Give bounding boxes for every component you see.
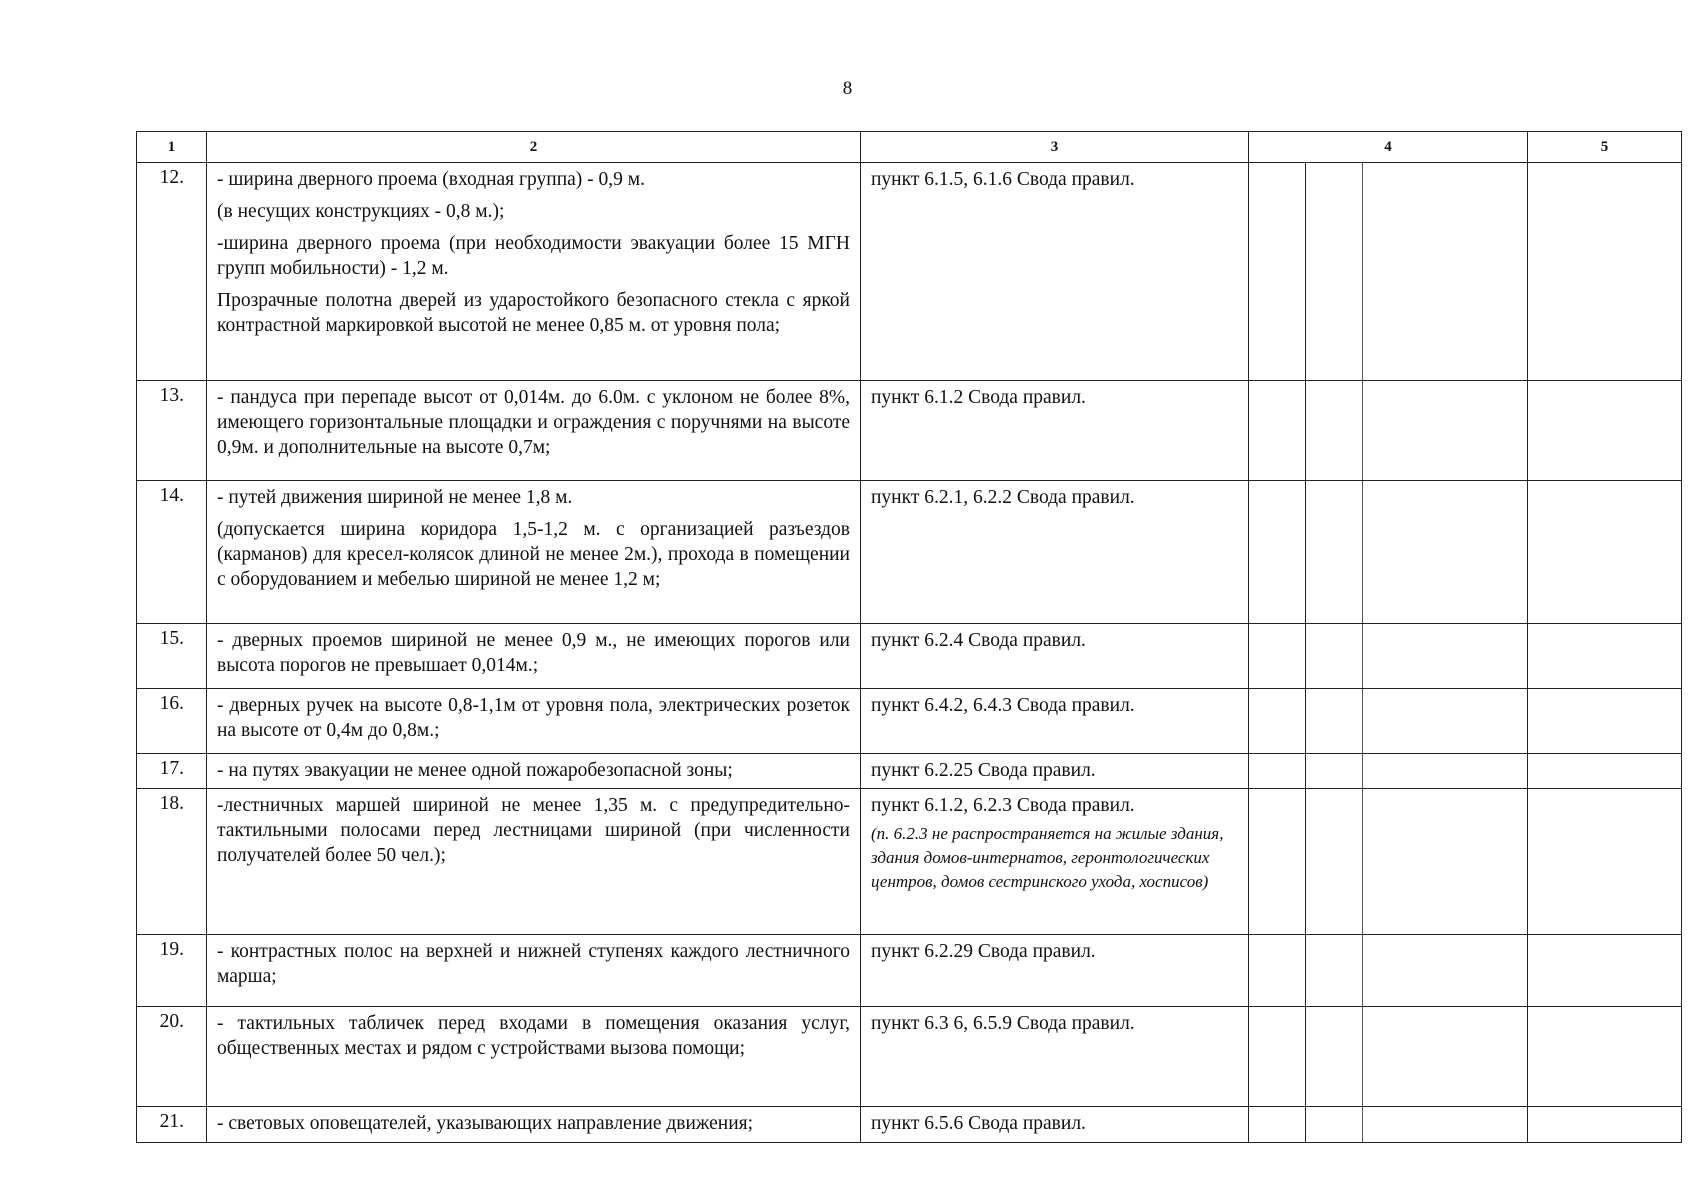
row-number: 14. <box>137 481 207 624</box>
reference-text: пункт 6.1.5, 6.1.6 Свода правил. <box>871 169 1135 190</box>
table-row <box>137 481 1682 624</box>
header-col-3: 3 <box>861 132 1249 163</box>
header-col-2: 2 <box>207 132 861 163</box>
reference-cell <box>861 163 1249 381</box>
reference-cell <box>861 935 1249 1007</box>
table-row <box>137 624 1682 689</box>
column-4-subcell <box>1306 1007 1363 1107</box>
requirement-text: -ширина дверного проема (при необходимости эвакуации более 15 МГН групп мобильности) - 1,2 м. <box>217 233 850 279</box>
column-4-subcell <box>1249 689 1306 754</box>
column-5-cell <box>1528 163 1682 381</box>
row-number: 15. <box>137 624 207 689</box>
column-4-subcell <box>1249 935 1306 1007</box>
header-col-1: 1 <box>137 132 207 163</box>
column-4-subcell <box>1249 1007 1306 1107</box>
row-number: 12. <box>137 163 207 381</box>
column-4-subcell <box>1306 689 1363 754</box>
column-5-cell <box>1528 1007 1682 1107</box>
requirement-text: - дверных проемов шириной не менее 0,9 м., не имеющих порогов или высота порогов не превышает 0,014м.; <box>217 630 850 676</box>
requirement-cell <box>207 481 861 624</box>
column-4-subcell <box>1363 481 1528 624</box>
requirement-text: Прозрачные полотна дверей из ударостойкого безопасного стекла с яркой контрастной маркировкой высотой не менее 0,85 м. от уровня пола; <box>217 290 850 336</box>
requirement-text: (в несущих конструкциях - 0,8 м.); <box>217 201 505 222</box>
column-4-subcell <box>1306 1107 1363 1143</box>
header-col-4: 4 <box>1249 132 1528 163</box>
reference-note: (п. 6.2.3 не распространяется на жилые здания, здания домов-интернатов, геронтологических центров, домов сестринского ухода, хосписов) <box>871 824 1224 891</box>
column-4-subcell <box>1363 1107 1528 1143</box>
reference-text: пункт 6.2.4 Свода правил. <box>871 630 1086 651</box>
row-number: 21. <box>137 1107 207 1143</box>
column-4-subcell <box>1306 754 1363 789</box>
page-number: 8 <box>842 78 853 99</box>
requirement-cell <box>207 935 861 1007</box>
requirement-cell <box>207 1007 861 1107</box>
table-row <box>137 789 1682 935</box>
reference-text: пункт 6.2.1, 6.2.2 Свода правил. <box>871 487 1135 508</box>
row-number: 19. <box>137 935 207 1007</box>
column-4-subcell <box>1306 163 1363 381</box>
column-5-cell <box>1528 624 1682 689</box>
requirement-cell <box>207 624 861 689</box>
requirement-text: - путей движения шириной не менее 1,8 м. <box>217 487 573 508</box>
reference-cell <box>861 481 1249 624</box>
table-header-row <box>137 132 1682 163</box>
row-number: 20. <box>137 1007 207 1107</box>
table-row <box>137 1107 1682 1143</box>
reference-text: пункт 6.2.29 Свода правил. <box>871 941 1096 962</box>
column-5-cell <box>1528 689 1682 754</box>
reference-cell <box>861 381 1249 481</box>
column-4-subcell <box>1249 163 1306 381</box>
reference-text: пункт 6.1.2 Свода правил. <box>871 387 1086 408</box>
column-4-subcell <box>1306 381 1363 481</box>
column-4-subcell <box>1249 1107 1306 1143</box>
column-4-subcell <box>1363 624 1528 689</box>
reference-cell <box>861 624 1249 689</box>
requirement-cell <box>207 789 861 935</box>
reference-cell <box>861 1007 1249 1107</box>
requirement-text: -лестничных маршей шириной не менее 1,35 м. с предупредительно-тактильными полосами перед лестницами шириной (при численности получателей более 50 чел.); <box>217 795 850 866</box>
column-4-subcell <box>1249 481 1306 624</box>
table-row <box>137 754 1682 789</box>
column-4-subcell <box>1363 754 1528 789</box>
reference-text: пункт 6.4.2, 6.4.3 Свода правил. <box>871 695 1135 716</box>
requirement-text: - световых оповещателей, указывающих направление движения; <box>217 1113 754 1134</box>
column-4-subcell <box>1306 624 1363 689</box>
column-4-subcell <box>1306 935 1363 1007</box>
reference-cell <box>861 754 1249 789</box>
row-number: 18. <box>137 789 207 935</box>
requirement-cell <box>207 754 861 789</box>
row-number: 16. <box>137 689 207 754</box>
column-4-subcell <box>1249 381 1306 481</box>
requirement-text: - на путях эвакуации не менее одной пожаробезопасной зоны; <box>217 760 733 781</box>
column-5-cell <box>1528 754 1682 789</box>
reference-cell <box>861 689 1249 754</box>
requirement-text: (допускается ширина коридора 1,5-1,2 м. с организацией разъездов (карманов) для кресел-колясок длиной не менее 2м.), прохода в помещении с оборудованием и мебелью шириной не менее 1,2 м; <box>217 519 850 590</box>
column-4-subcell <box>1363 689 1528 754</box>
requirement-text: - пандуса при перепаде высот от 0,014м. до 6.0м. с уклоном не более 8%, имеющего горизонтальные площадки и ограждения с поручнями на высоте 0,9м. и дополнительные на высоте 0,7м; <box>217 387 850 458</box>
table-row <box>137 163 1682 381</box>
column-4-subcell <box>1306 481 1363 624</box>
requirements-table <box>136 131 1682 1143</box>
reference-cell <box>861 1107 1249 1143</box>
column-4-subcell <box>1249 754 1306 789</box>
column-4-subcell <box>1306 789 1363 935</box>
table-row <box>137 1007 1682 1107</box>
table-row <box>137 689 1682 754</box>
reference-text: пункт 6.5.6 Свода правил. <box>871 1113 1086 1134</box>
column-5-cell <box>1528 481 1682 624</box>
reference-cell <box>861 789 1249 935</box>
row-number: 17. <box>137 754 207 789</box>
table-row <box>137 935 1682 1007</box>
requirement-text: - дверных ручек на высоте 0,8-1,1м от уровня пола, электрических розеток на высоте от 0,4м до 0,8м.; <box>217 695 850 741</box>
reference-text: пункт 6.2.25 Свода правил. <box>871 760 1096 781</box>
column-5-cell <box>1528 1107 1682 1143</box>
column-4-subcell <box>1363 163 1528 381</box>
column-4-subcell <box>1363 381 1528 481</box>
column-4-subcell <box>1249 789 1306 935</box>
row-number: 13. <box>137 381 207 481</box>
column-5-cell <box>1528 935 1682 1007</box>
header-col-5: 5 <box>1528 132 1682 163</box>
column-5-cell <box>1528 789 1682 935</box>
column-4-subcell <box>1363 789 1528 935</box>
requirement-cell <box>207 163 861 381</box>
requirement-text: - ширина дверного проема (входная группа) - 0,9 м. <box>217 169 646 190</box>
column-5-cell <box>1528 381 1682 481</box>
requirement-text: - контрастных полос на верхней и нижней ступенях каждого лестничного марша; <box>217 941 850 987</box>
requirement-cell <box>207 1107 861 1143</box>
requirement-cell <box>207 689 861 754</box>
table-row <box>137 381 1682 481</box>
reference-text: пункт 6.1.2, 6.2.3 Свода правил. <box>871 795 1135 816</box>
column-4-subcell <box>1363 935 1528 1007</box>
requirement-cell <box>207 381 861 481</box>
column-4-subcell <box>1249 624 1306 689</box>
reference-text: пункт 6.3 6, 6.5.9 Свода правил. <box>871 1013 1135 1034</box>
requirement-text: - тактильных табличек перед входами в помещения оказания услуг, общественных местах и рядом с устройствами вызова помощи; <box>217 1013 850 1059</box>
column-4-subcell <box>1363 1007 1528 1107</box>
